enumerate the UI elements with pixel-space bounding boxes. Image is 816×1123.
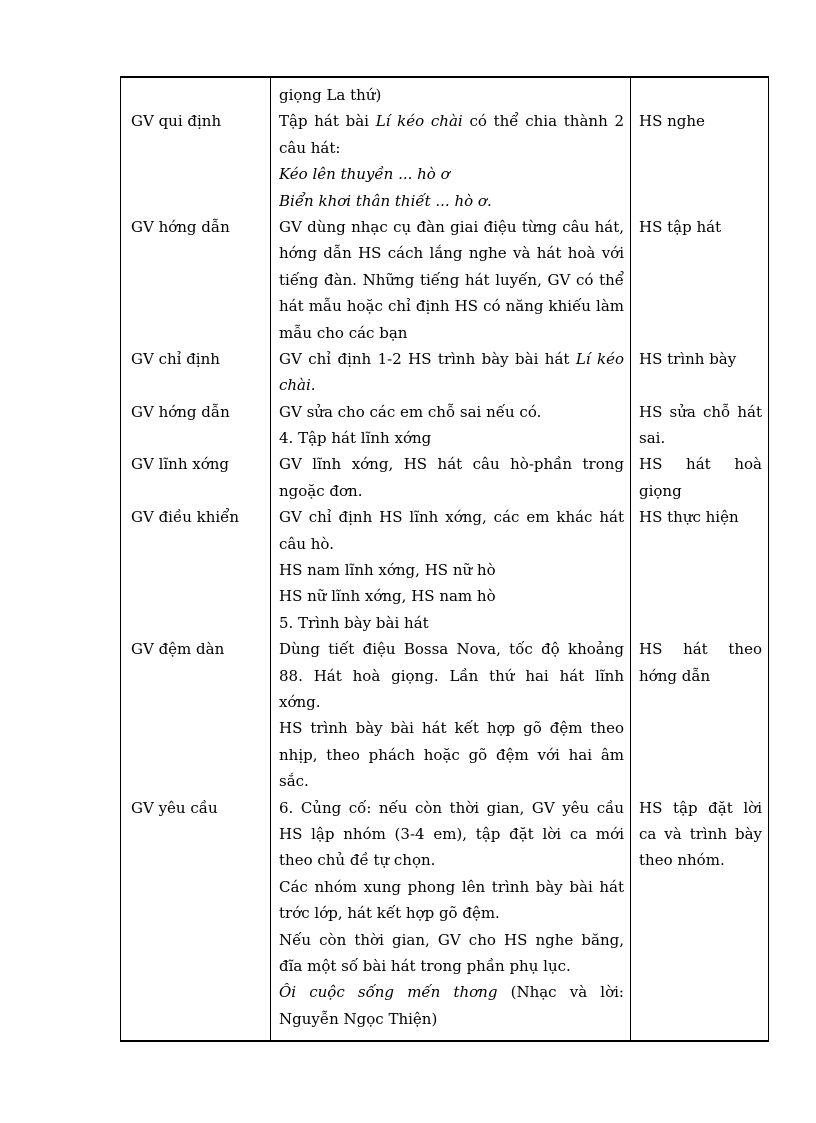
student-activity-line: theo nhóm. xyxy=(639,851,725,870)
student-activity-line xyxy=(639,874,762,900)
lesson-content-line: trớc lớp, hát kết hợp gõ đệm. xyxy=(279,904,500,923)
teacher-activity-line xyxy=(131,715,264,741)
teacher-activity-column xyxy=(121,77,271,1041)
lesson-content-line: xớng. xyxy=(279,692,321,711)
student-activity-line: HS thực hiện xyxy=(639,508,739,527)
lesson-content-line: GV chỉ định HS lĩnh xớng, các em khác hát xyxy=(279,508,624,527)
lesson-content-line: 6. Củng cố: nếu còn thời gian, GV yêu cầu xyxy=(279,798,624,817)
lesson-content-line: HS nam lĩnh xớng, HS nữ hò xyxy=(279,561,496,580)
lesson-content-line: Dùng tiết điệu Bossa Nova, tốc độ khoảng xyxy=(279,640,624,659)
lesson-content-line: HS trình bày bài hát kết hợp gõ đệm theo xyxy=(279,719,624,738)
student-activity-line: HS sửa chỗ hát xyxy=(639,402,762,421)
teacher-activity-line: GV yêu cầu xyxy=(131,798,218,817)
student-activity-line xyxy=(639,557,762,583)
teacher-activity-line xyxy=(131,847,264,873)
lesson-content-line: Kéo lên thuyền ... hò ơ xyxy=(279,165,450,184)
lesson-content-line: mẫu cho các bạn xyxy=(279,323,408,342)
teacher-activity-line: GV hớng dẫn xyxy=(131,402,230,421)
teacher-activity-line xyxy=(131,372,264,398)
lesson-content-line: câu hát: xyxy=(279,138,341,157)
lesson-content-line: hớng dẫn HS cách lắng nghe và hát hoà với xyxy=(279,244,624,263)
content-column xyxy=(271,77,631,1041)
teacher-activity-line xyxy=(131,689,264,715)
lesson-content-line: Nếu còn thời gian, GV cho HS nghe băng, xyxy=(279,930,624,949)
lesson-content-line: chài. xyxy=(279,376,316,395)
student-activity-line xyxy=(639,715,762,741)
lesson-content-line: tiếng đàn. Những tiếng hát luyến, GV có thể xyxy=(279,270,624,289)
student-activity-line: HS tập hát xyxy=(639,217,722,236)
lesson-content-line xyxy=(279,979,624,1005)
student-activity-line xyxy=(639,900,762,926)
student-activity-line xyxy=(639,1006,762,1032)
teacher-activity-line xyxy=(131,82,264,108)
lesson-content-line: nhịp, theo phách hoặc gõ đệm với hai âm xyxy=(279,745,624,764)
lesson-content-line xyxy=(279,108,624,134)
student-activity-line xyxy=(639,583,762,609)
teacher-activity-line xyxy=(131,1006,264,1032)
lesson-content-line: 5. Trình bày bài hát xyxy=(279,613,429,632)
student-activity-line xyxy=(639,267,762,293)
teacher-activity-line xyxy=(131,979,264,1005)
student-activity-line xyxy=(639,135,762,161)
teacher-activity-line xyxy=(131,188,264,214)
lesson-content-line: hát mẫu hoặc chỉ định HS có năng khiếu làm xyxy=(279,297,624,316)
student-activity-line xyxy=(639,927,762,953)
student-activity-line: hớng dẫn xyxy=(639,666,711,685)
student-activity-line xyxy=(639,82,762,108)
song-title: Ôi cuộc sống mến thơng xyxy=(279,983,498,1002)
teacher-activity-line: GV điều khiển xyxy=(131,508,240,527)
lesson-content-line xyxy=(279,346,624,372)
lesson-content-line: GV dùng nhạc cụ đàn giai điệu từng câu hát, xyxy=(279,217,624,236)
student-activity-line xyxy=(639,979,762,1005)
teacher-activity-line xyxy=(131,927,264,953)
lesson-content-line: 88. Hát hoà giọng. Lần thứ hai hát lĩnh xyxy=(279,666,624,685)
student-activity-line xyxy=(639,320,762,346)
teacher-activity-line xyxy=(131,531,264,557)
lesson-content-line: ngoặc đơn. xyxy=(279,481,363,500)
student-activity-line xyxy=(639,610,762,636)
teacher-activity-line xyxy=(131,320,264,346)
teacher-activity-line xyxy=(131,478,264,504)
teacher-activity-line xyxy=(131,267,264,293)
teacher-activity-line: GV chỉ định xyxy=(131,349,220,368)
student-activity-column xyxy=(631,77,769,1041)
lesson-content-line: Biển khơi thân thiết ... hò ơ. xyxy=(279,191,492,210)
lesson-content-line: 4. Tập hát lĩnh xớng xyxy=(279,429,432,448)
lesson-content-line: GV lĩnh xớng, HS hát câu hò-phần trong xyxy=(279,455,624,474)
table-row xyxy=(121,77,769,1041)
student-activity-line xyxy=(639,953,762,979)
lesson-plan-table xyxy=(120,76,769,1042)
student-activity-line xyxy=(639,768,762,794)
student-activity-line xyxy=(639,188,762,214)
student-activity-line xyxy=(639,240,762,266)
student-activity-line: HS tập đặt lời xyxy=(639,798,762,817)
lesson-content-line: theo chủ đề tự chọn. xyxy=(279,851,436,870)
lesson-content-line: câu hò. xyxy=(279,534,334,553)
teacher-activity-line xyxy=(131,663,264,689)
song-title: Lí kéo xyxy=(575,349,624,368)
text-run: GV chỉ định 1-2 HS trình bày bài hát xyxy=(279,349,576,368)
lesson-content-line: HS nữ lĩnh xớng, HS nam hò xyxy=(279,587,496,606)
student-activity-line xyxy=(639,742,762,768)
teacher-activity-line: GV qui định xyxy=(131,112,222,131)
lesson-content-line: HS lập nhóm (3-4 em), tập đặt lời ca mới xyxy=(279,824,624,843)
teacher-activity-line: GV lĩnh xớng xyxy=(131,455,230,474)
student-activity-line: HS hát hoà xyxy=(639,455,762,474)
lesson-content-line: sắc. xyxy=(279,772,309,791)
student-activity-line: giọng xyxy=(639,481,682,500)
student-activity-line: sai. xyxy=(639,429,666,448)
teacher-activity-line xyxy=(131,135,264,161)
teacher-activity-line xyxy=(131,425,264,451)
teacher-activity-line: GV hớng dẫn xyxy=(131,217,230,236)
lesson-content-line: giọng La thứ) xyxy=(279,86,382,104)
student-activity-line xyxy=(639,293,762,319)
teacher-activity-line xyxy=(131,557,264,583)
text-run: Tập hát bài xyxy=(279,112,376,131)
lesson-content-line: đĩa một số bài hát trong phần phụ lục. xyxy=(279,956,571,975)
student-activity-line xyxy=(639,689,762,715)
teacher-activity-line xyxy=(131,583,264,609)
student-activity-line: HS nghe xyxy=(639,112,705,131)
student-activity-line xyxy=(639,372,762,398)
student-activity-line: ca và trình bày xyxy=(639,824,762,843)
teacher-activity-line xyxy=(131,953,264,979)
teacher-activity-line: GV đệm dàn xyxy=(131,640,225,659)
song-title: Lí kéo chài xyxy=(375,112,463,131)
teacher-activity-line xyxy=(131,874,264,900)
lesson-content-line: Nguyễn Ngọc Thiện) xyxy=(279,1009,438,1028)
teacher-activity-line xyxy=(131,821,264,847)
teacher-activity-line xyxy=(131,161,264,187)
lesson-content-line: GV sửa cho các em chỗ sai nếu có. xyxy=(279,402,542,421)
teacher-activity-line xyxy=(131,610,264,636)
student-activity-line xyxy=(639,161,762,187)
student-activity-line: HS hát theo xyxy=(639,640,762,659)
teacher-activity-line xyxy=(131,293,264,319)
student-activity-line: HS trình bày xyxy=(639,349,737,368)
text-run: có thể chia thành 2 xyxy=(462,112,624,131)
student-activity-line xyxy=(639,531,762,557)
text-run: (Nhạc và lời: xyxy=(497,983,624,1002)
teacher-activity-line xyxy=(131,768,264,794)
teacher-activity-line xyxy=(131,742,264,768)
teacher-activity-line xyxy=(131,900,264,926)
lesson-content-line: Các nhóm xung phong lên trình bày bài hát xyxy=(279,877,624,896)
teacher-activity-line xyxy=(131,240,264,266)
